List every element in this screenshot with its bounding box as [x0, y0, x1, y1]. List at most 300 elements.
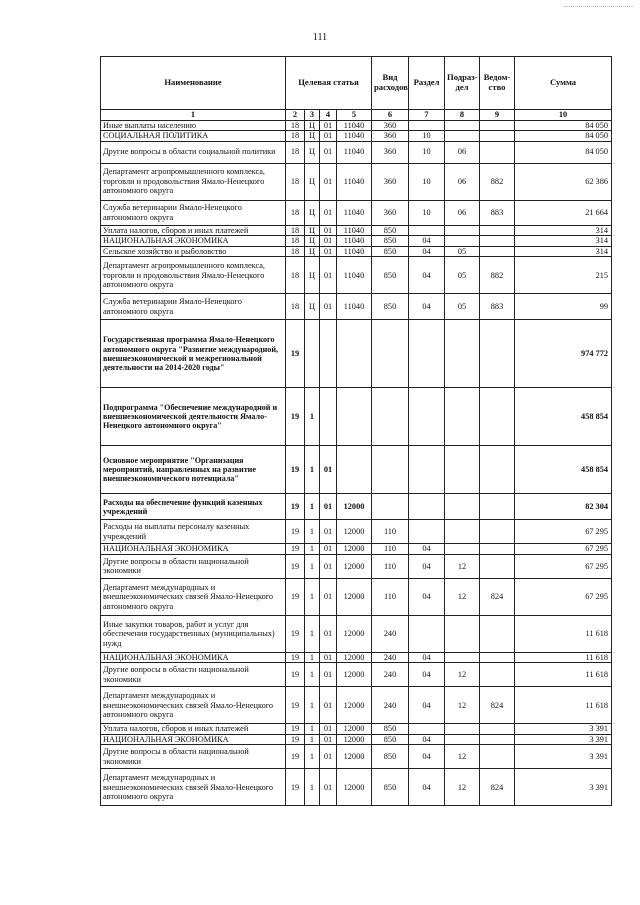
row-name: Департамент агропромышленного комплекса, торговли и продовольствия Ямало-Ненецкого автономного округа — [101, 257, 286, 294]
row-expense-type: 850 — [372, 724, 409, 735]
row-subsection — [445, 734, 480, 745]
row-target-activity: 01 — [320, 163, 337, 200]
row-target-program: 18 — [286, 131, 305, 142]
row-name: СОЦИАЛЬНАЯ ПОЛИТИКА — [101, 131, 286, 142]
row-target-direction: 11040 — [337, 131, 372, 142]
row-subsection — [445, 724, 480, 735]
scan-edge-mark — [564, 6, 634, 7]
row-name: Расходы на выплаты персоналу казенных учреждений — [101, 520, 286, 544]
row-name: Другие вопросы в области национальной экономики — [101, 745, 286, 769]
row-section: 04 — [409, 769, 445, 806]
table-body — [101, 120, 612, 806]
row-target-activity: 01 — [320, 544, 337, 555]
row-department — [480, 554, 515, 578]
row-amount: 11 618 — [515, 687, 612, 724]
row-department — [480, 494, 515, 520]
header-target-article: Целевая статья — [286, 57, 372, 110]
row-department — [480, 520, 515, 544]
row-target-direction: 11040 — [337, 120, 372, 131]
row-amount: 11 618 — [515, 615, 612, 652]
row-subsection: 12 — [445, 769, 480, 806]
table-row — [101, 120, 612, 131]
row-target-subprogram: 1 — [305, 769, 320, 806]
row-department: 882 — [480, 257, 515, 294]
row-name: Иные закупки товаров, работ и услуг для обеспечения государственных (муниципальных) нужд — [101, 615, 286, 652]
row-amount: 3 391 — [515, 745, 612, 769]
row-subsection — [445, 652, 480, 663]
row-target-activity: 01 — [320, 257, 337, 294]
row-amount: 67 295 — [515, 520, 612, 544]
row-target-direction: 12000 — [337, 578, 372, 615]
header-amount: Сумма — [515, 57, 612, 110]
row-target-direction: 12000 — [337, 724, 372, 735]
row-amount: 314 — [515, 236, 612, 247]
row-expense-type — [372, 494, 409, 520]
row-target-program: 19 — [286, 494, 305, 520]
row-target-subprogram: 1 — [305, 578, 320, 615]
row-subsection: 06 — [445, 163, 480, 200]
row-target-program: 18 — [286, 141, 305, 163]
column-number: 9 — [480, 110, 515, 121]
row-target-direction: 12000 — [337, 663, 372, 687]
row-subsection — [445, 544, 480, 555]
row-name: Основное мероприятие "Организация мероприятий, направленных на развитие внешнеэкономического потенциала" — [101, 446, 286, 494]
row-section: 04 — [409, 236, 445, 247]
row-target-subprogram: 1 — [305, 745, 320, 769]
row-amount: 82 304 — [515, 494, 612, 520]
row-target-subprogram: Ц — [305, 294, 320, 320]
row-target-activity: 01 — [320, 615, 337, 652]
row-department — [480, 236, 515, 247]
row-expense-type: 110 — [372, 520, 409, 544]
row-name: Департамент агропромышленного комплекса, торговли и продовольствия Ямало-Ненецкого автономного округа — [101, 163, 286, 200]
row-target-direction: 11040 — [337, 294, 372, 320]
row-name: Подпрограмма "Обеспечение международной и внешнеэкономической деятельности Ямало-Ненецкого автономного округа" — [101, 388, 286, 446]
page-number: 111 — [312, 32, 328, 43]
row-section — [409, 446, 445, 494]
row-expense-type — [372, 388, 409, 446]
row-target-direction: 11040 — [337, 257, 372, 294]
row-amount: 99 — [515, 294, 612, 320]
row-section: 04 — [409, 554, 445, 578]
row-target-program: 19 — [286, 734, 305, 745]
row-target-program: 19 — [286, 388, 305, 446]
row-name: НАЦИОНАЛЬНАЯ ЭКОНОМИКА — [101, 734, 286, 745]
row-target-activity: 01 — [320, 652, 337, 663]
row-department: 882 — [480, 163, 515, 200]
row-name: Государственная программа Ямало-Ненецкого автономного округа "Развитие международной, внешнеэкономической и межрегиональной деятельности на 2014-2020 годы" — [101, 320, 286, 388]
table-row — [101, 163, 612, 200]
row-section: 04 — [409, 578, 445, 615]
row-expense-type: 240 — [372, 663, 409, 687]
row-target-program: 18 — [286, 236, 305, 247]
row-target-activity: 01 — [320, 141, 337, 163]
row-target-direction: 11040 — [337, 163, 372, 200]
row-name: Уплата налогов, сборов и иных платежей — [101, 225, 286, 236]
row-department: 883 — [480, 200, 515, 225]
row-target-subprogram: Ц — [305, 200, 320, 225]
row-name: НАЦИОНАЛЬНАЯ ЭКОНОМИКА — [101, 236, 286, 247]
row-section: 04 — [409, 663, 445, 687]
table-row — [101, 446, 612, 494]
row-name: НАЦИОНАЛЬНАЯ ЭКОНОМИКА — [101, 652, 286, 663]
row-target-subprogram: Ц — [305, 120, 320, 131]
row-target-activity: 01 — [320, 131, 337, 142]
row-department — [480, 734, 515, 745]
row-subsection — [445, 236, 480, 247]
column-number: 4 — [320, 110, 337, 121]
row-target-direction: 12000 — [337, 769, 372, 806]
row-target-activity: 01 — [320, 663, 337, 687]
row-name: Другие вопросы в области национальной экономики — [101, 554, 286, 578]
row-department: 824 — [480, 687, 515, 724]
row-target-activity: 01 — [320, 520, 337, 544]
row-target-program: 19 — [286, 615, 305, 652]
budget-table — [100, 56, 612, 806]
row-target-program: 18 — [286, 120, 305, 131]
row-name: Служба ветеринарии Ямало-Ненецкого автономного округа — [101, 294, 286, 320]
row-target-direction: 12000 — [337, 520, 372, 544]
row-subsection: 06 — [445, 141, 480, 163]
column-number: 8 — [445, 110, 480, 121]
row-target-activity: 01 — [320, 446, 337, 494]
row-target-program: 19 — [286, 320, 305, 388]
row-section: 04 — [409, 687, 445, 724]
row-target-program: 18 — [286, 225, 305, 236]
table-row — [101, 131, 612, 142]
row-section — [409, 225, 445, 236]
row-expense-type: 850 — [372, 769, 409, 806]
row-department: 883 — [480, 294, 515, 320]
row-name: Расходы на обеспечение функций казенных учреждений — [101, 494, 286, 520]
row-subsection: 06 — [445, 200, 480, 225]
table-row — [101, 520, 612, 544]
table-row — [101, 494, 612, 520]
row-expense-type: 110 — [372, 544, 409, 555]
row-expense-type: 110 — [372, 554, 409, 578]
header-expense-type: Вид расходов — [372, 57, 409, 110]
row-department — [480, 615, 515, 652]
column-number-row — [101, 110, 612, 121]
row-target-activity: 01 — [320, 724, 337, 735]
row-target-program: 19 — [286, 652, 305, 663]
row-target-direction — [337, 320, 372, 388]
row-department — [480, 663, 515, 687]
row-amount: 67 295 — [515, 544, 612, 555]
row-expense-type: 240 — [372, 615, 409, 652]
row-subsection — [445, 131, 480, 142]
row-expense-type: 850 — [372, 225, 409, 236]
row-subsection: 12 — [445, 745, 480, 769]
row-name: Департамент международных и внешнеэкономических связей Ямало-Ненецкого автономного округа — [101, 769, 286, 806]
row-name: Служба ветеринарии Ямало-Ненецкого автономного округа — [101, 200, 286, 225]
column-number: 1 — [101, 110, 286, 121]
row-department — [480, 141, 515, 163]
row-subsection — [445, 446, 480, 494]
row-target-subprogram: 1 — [305, 544, 320, 555]
row-target-program: 19 — [286, 745, 305, 769]
table-row — [101, 388, 612, 446]
column-number: 7 — [409, 110, 445, 121]
row-department: 824 — [480, 769, 515, 806]
table-row — [101, 724, 612, 735]
row-subsection: 12 — [445, 578, 480, 615]
row-target-direction: 11040 — [337, 225, 372, 236]
table-row — [101, 141, 612, 163]
row-section: 10 — [409, 200, 445, 225]
table-row — [101, 236, 612, 247]
row-target-subprogram: 1 — [305, 388, 320, 446]
row-target-subprogram: Ц — [305, 131, 320, 142]
row-section — [409, 724, 445, 735]
row-department — [480, 246, 515, 257]
row-amount: 314 — [515, 225, 612, 236]
row-name: Другие вопросы в области социальной политики — [101, 141, 286, 163]
row-target-subprogram — [305, 320, 320, 388]
row-section — [409, 388, 445, 446]
row-target-direction: 12000 — [337, 734, 372, 745]
row-section — [409, 520, 445, 544]
row-expense-type: 360 — [372, 163, 409, 200]
row-subsection — [445, 520, 480, 544]
row-target-subprogram: 1 — [305, 663, 320, 687]
row-amount: 67 295 — [515, 578, 612, 615]
table-row — [101, 663, 612, 687]
table-row — [101, 734, 612, 745]
row-section: 04 — [409, 257, 445, 294]
header-name: Наименование — [101, 57, 286, 110]
row-expense-type: 360 — [372, 141, 409, 163]
table-row — [101, 246, 612, 257]
row-target-subprogram: Ц — [305, 163, 320, 200]
column-number: 6 — [372, 110, 409, 121]
row-subsection: 05 — [445, 294, 480, 320]
row-amount: 314 — [515, 246, 612, 257]
row-subsection: 05 — [445, 257, 480, 294]
row-target-program: 19 — [286, 544, 305, 555]
row-expense-type: 360 — [372, 200, 409, 225]
row-amount: 974 772 — [515, 320, 612, 388]
row-amount: 62 386 — [515, 163, 612, 200]
row-target-subprogram: 1 — [305, 652, 320, 663]
column-number: 2 — [286, 110, 305, 121]
row-target-subprogram: Ц — [305, 236, 320, 247]
row-section — [409, 615, 445, 652]
row-section: 10 — [409, 131, 445, 142]
table-row — [101, 615, 612, 652]
row-target-program: 18 — [286, 163, 305, 200]
row-expense-type: 850 — [372, 246, 409, 257]
row-target-program: 19 — [286, 446, 305, 494]
table-row — [101, 652, 612, 663]
row-target-program: 19 — [286, 724, 305, 735]
row-target-subprogram: 1 — [305, 615, 320, 652]
row-expense-type: 850 — [372, 236, 409, 247]
row-expense-type: 360 — [372, 131, 409, 142]
row-target-activity: 01 — [320, 494, 337, 520]
row-target-activity: 01 — [320, 200, 337, 225]
row-expense-type — [372, 446, 409, 494]
row-department — [480, 320, 515, 388]
row-subsection — [445, 388, 480, 446]
row-target-direction: 11040 — [337, 141, 372, 163]
row-name: Уплата налогов, сборов и иных платежей — [101, 724, 286, 735]
row-name: Департамент международных и внешнеэкономических связей Ямало-Ненецкого автономного округа — [101, 578, 286, 615]
column-number: 5 — [337, 110, 372, 121]
row-target-subprogram: 1 — [305, 724, 320, 735]
row-target-subprogram: 1 — [305, 687, 320, 724]
row-target-program: 19 — [286, 687, 305, 724]
row-amount: 84 050 — [515, 120, 612, 131]
column-number: 10 — [515, 110, 612, 121]
row-department — [480, 652, 515, 663]
row-amount: 21 664 — [515, 200, 612, 225]
row-name: Иные выплаты населению — [101, 120, 286, 131]
row-target-activity: 01 — [320, 687, 337, 724]
row-subsection: 12 — [445, 687, 480, 724]
row-section: 04 — [409, 652, 445, 663]
header-department: Ведом-ство — [480, 57, 515, 110]
row-section — [409, 120, 445, 131]
table-row — [101, 554, 612, 578]
row-department — [480, 724, 515, 735]
row-section: 10 — [409, 141, 445, 163]
row-target-direction: 11040 — [337, 236, 372, 247]
table-row — [101, 769, 612, 806]
row-amount: 67 295 — [515, 554, 612, 578]
row-amount: 84 050 — [515, 141, 612, 163]
row-target-direction: 12000 — [337, 544, 372, 555]
row-target-program: 19 — [286, 520, 305, 544]
budget-table-container — [100, 56, 612, 806]
row-target-activity: 01 — [320, 294, 337, 320]
row-target-activity: 01 — [320, 734, 337, 745]
row-target-direction: 11040 — [337, 246, 372, 257]
row-target-direction — [337, 388, 372, 446]
row-target-program: 19 — [286, 578, 305, 615]
row-target-activity: 01 — [320, 554, 337, 578]
row-department — [480, 745, 515, 769]
row-target-direction: 12000 — [337, 494, 372, 520]
table-row — [101, 687, 612, 724]
header-row — [101, 57, 612, 110]
row-target-program: 19 — [286, 769, 305, 806]
row-target-subprogram: 1 — [305, 494, 320, 520]
table-row — [101, 257, 612, 294]
row-section: 04 — [409, 246, 445, 257]
row-target-activity: 01 — [320, 745, 337, 769]
row-target-activity — [320, 320, 337, 388]
table-row — [101, 578, 612, 615]
row-target-direction: 12000 — [337, 652, 372, 663]
row-amount: 3 391 — [515, 734, 612, 745]
row-expense-type — [372, 320, 409, 388]
row-name: Департамент международных и внешнеэкономических связей Ямало-Ненецкого автономного округа — [101, 687, 286, 724]
row-target-activity: 01 — [320, 769, 337, 806]
row-target-activity — [320, 388, 337, 446]
row-department: 824 — [480, 578, 515, 615]
row-target-activity: 01 — [320, 246, 337, 257]
row-name: Другие вопросы в области национальной экономики — [101, 663, 286, 687]
table-row — [101, 544, 612, 555]
row-amount: 215 — [515, 257, 612, 294]
row-target-subprogram: 1 — [305, 734, 320, 745]
row-target-activity: 01 — [320, 236, 337, 247]
row-amount: 458 854 — [515, 446, 612, 494]
row-expense-type: 850 — [372, 294, 409, 320]
row-target-direction: 12000 — [337, 745, 372, 769]
row-subsection: 05 — [445, 246, 480, 257]
row-section: 04 — [409, 544, 445, 555]
row-target-program: 18 — [286, 246, 305, 257]
row-target-subprogram: Ц — [305, 257, 320, 294]
row-target-activity: 01 — [320, 578, 337, 615]
row-expense-type: 850 — [372, 745, 409, 769]
row-target-subprogram: Ц — [305, 225, 320, 236]
row-target-activity: 01 — [320, 225, 337, 236]
row-section — [409, 494, 445, 520]
row-section: 04 — [409, 745, 445, 769]
row-section: 10 — [409, 163, 445, 200]
row-amount: 11 618 — [515, 652, 612, 663]
row-subsection — [445, 494, 480, 520]
row-target-direction: 12000 — [337, 687, 372, 724]
table-row — [101, 200, 612, 225]
row-subsection — [445, 120, 480, 131]
row-target-program: 18 — [286, 257, 305, 294]
row-subsection — [445, 615, 480, 652]
row-subsection — [445, 225, 480, 236]
header-section: Раздел — [409, 57, 445, 110]
row-amount: 11 618 — [515, 663, 612, 687]
row-target-direction: 11040 — [337, 200, 372, 225]
row-expense-type: 360 — [372, 120, 409, 131]
row-department — [480, 225, 515, 236]
row-target-subprogram: 1 — [305, 520, 320, 544]
row-section: 04 — [409, 734, 445, 745]
row-name: Сельское хозяйство и рыболовство — [101, 246, 286, 257]
header-subsection: Подраз-дел — [445, 57, 480, 110]
row-expense-type: 240 — [372, 687, 409, 724]
row-expense-type: 850 — [372, 734, 409, 745]
row-target-activity: 01 — [320, 120, 337, 131]
table-row — [101, 294, 612, 320]
row-subsection: 12 — [445, 663, 480, 687]
row-amount: 458 854 — [515, 388, 612, 446]
row-expense-type: 850 — [372, 257, 409, 294]
row-target-direction — [337, 446, 372, 494]
row-expense-type: 110 — [372, 578, 409, 615]
row-subsection: 12 — [445, 554, 480, 578]
row-target-subprogram: 1 — [305, 554, 320, 578]
row-subsection — [445, 320, 480, 388]
row-department — [480, 388, 515, 446]
table-row — [101, 225, 612, 236]
row-expense-type: 240 — [372, 652, 409, 663]
row-section — [409, 320, 445, 388]
row-section: 04 — [409, 294, 445, 320]
column-number: 3 — [305, 110, 320, 121]
row-target-program: 19 — [286, 554, 305, 578]
row-name: НАЦИОНАЛЬНАЯ ЭКОНОМИКА — [101, 544, 286, 555]
row-target-program: 18 — [286, 294, 305, 320]
row-target-subprogram: Ц — [305, 246, 320, 257]
row-amount: 3 391 — [515, 724, 612, 735]
row-target-direction: 12000 — [337, 554, 372, 578]
row-target-program: 19 — [286, 663, 305, 687]
row-amount: 84 050 — [515, 131, 612, 142]
row-target-program: 18 — [286, 200, 305, 225]
